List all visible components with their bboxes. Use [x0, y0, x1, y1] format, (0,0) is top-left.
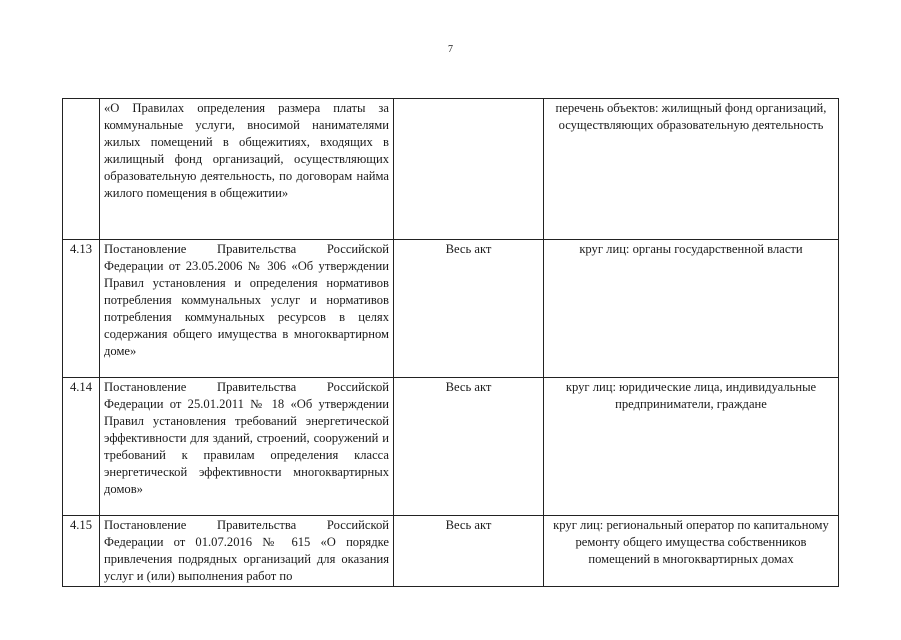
- table-row: [63, 378, 839, 516]
- act-scope: Весь акт: [394, 516, 544, 587]
- row-number: 4.15: [63, 516, 100, 587]
- table-row: [63, 99, 839, 240]
- legal-acts-table: [62, 98, 839, 587]
- act-title: Постановление Правительства Российской Федерации от 25.01.2011 № 18 «Об утверждении Правил установления требований энергетической эффективности для зданий, строений, сооружений и требований к правилам определения класса энергетической эффективности многоквартирных домов»: [100, 378, 394, 516]
- regulated-subjects: круг лиц: региональный оператор по капитальному ремонту общего имущества собственников помещений в многоквартирных домах: [544, 516, 839, 587]
- row-number: 4.13: [63, 240, 100, 378]
- page-number: 7: [448, 44, 453, 55]
- act-scope: Весь акт: [394, 240, 544, 378]
- table-row: [63, 240, 839, 378]
- act-title: Постановление Правительства Российской Федерации от 01.07.2016 № 615 «О порядке привлечения подрядных организаций для оказания услуг и (или) выполнения работ по: [100, 516, 394, 587]
- regulated-subjects: перечень объектов: жилищный фонд организаций, осуществляющих образовательную деятельность: [544, 99, 839, 240]
- act-title: Постановление Правительства Российской Федерации от 23.05.2006 № 306 «Об утверждении Правил установления и определения нормативов потребления коммунальных услуг и нормативов потребления коммунальных ресурсов в целях содержания общего имущества в многоквартирном доме»: [100, 240, 394, 378]
- table-row: [63, 516, 839, 587]
- row-number: [63, 99, 100, 240]
- regulated-subjects: круг лиц: органы государственной власти: [544, 240, 839, 378]
- act-title: «О Правилах определения размера платы за коммунальные услуги, вносимой нанимателями жилых помещений в общежитиях, входящих в жилищный фонд организаций, осуществляющих образовательную деятельность, по договорам найма жилого помещения в общежитии»: [100, 99, 394, 240]
- row-number: 4.14: [63, 378, 100, 516]
- act-scope: [394, 99, 544, 240]
- regulated-subjects: круг лиц: юридические лица, индивидуальные предприниматели, граждане: [544, 378, 839, 516]
- act-scope: Весь акт: [394, 378, 544, 516]
